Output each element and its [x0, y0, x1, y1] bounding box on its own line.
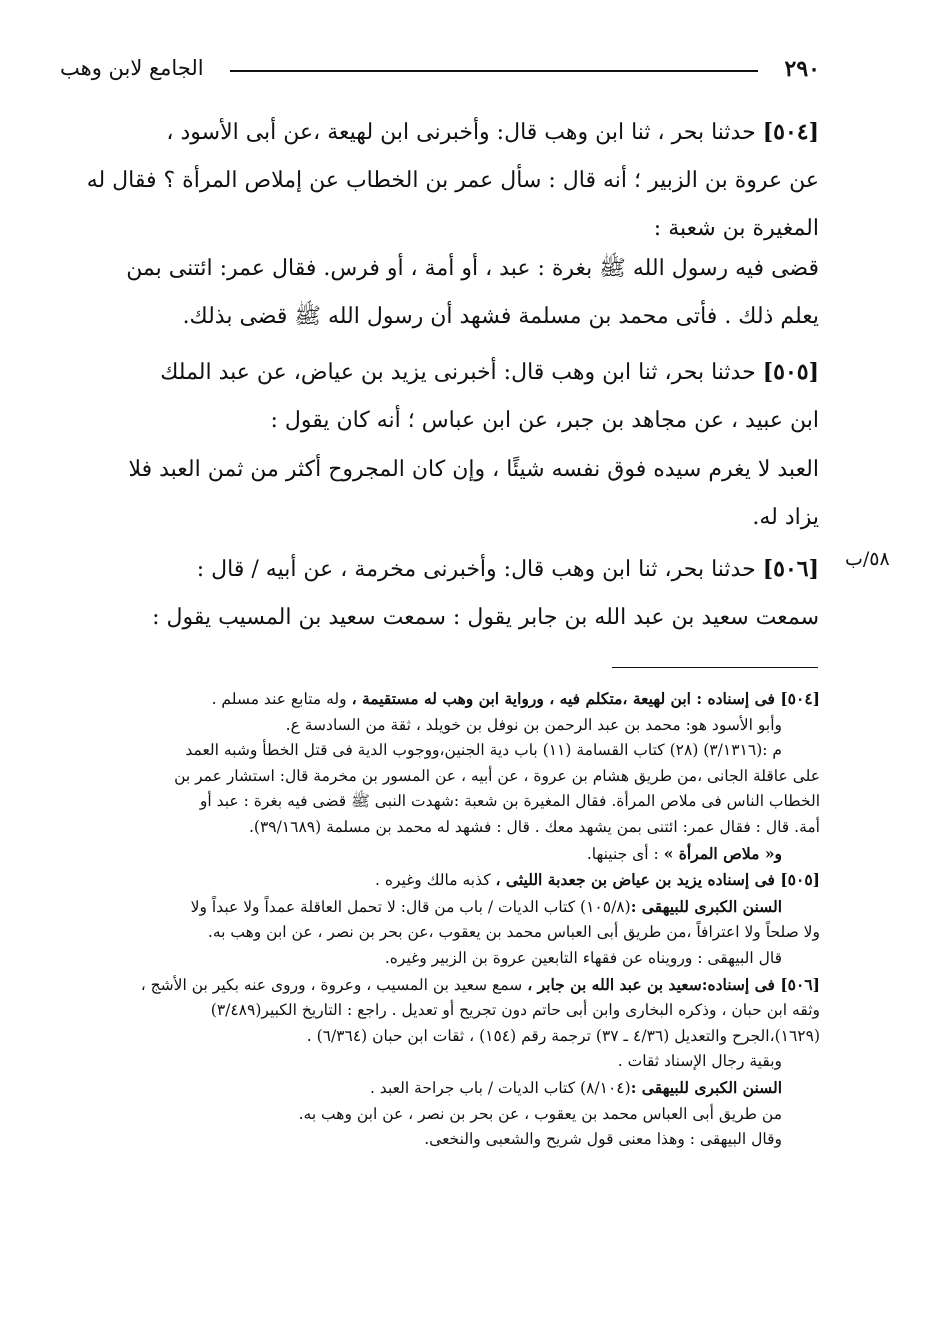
hadith-506-isnad — [62, 545, 819, 642]
text-line — [62, 108, 819, 157]
hadith-number: [٥٠٦] — [762, 556, 819, 582]
text-span: [٥٠٤] فى إسناده : ابن لهيعة ،متكلم فيه ، ورواية ابن وهب له مستقيمة ، — [351, 689, 820, 708]
text-line: قضى فيه رسول الله ﷺ بغرة : عبد ، أو أمة ، أو فرس. فقال عمر: ائتنى بمن — [126, 256, 819, 281]
footnote-line: وأبو الأسود هو: محمد بن عبد الرحمن بن نوفل بن خويلد ، ثقة من السادسة ع. — [285, 715, 782, 734]
text-line: ابن عبيد ، عن مجاهد بن جبر، عن ابن عباس ؛ أنه كان يقول : — [270, 408, 819, 433]
hadith-505-isnad — [62, 348, 819, 445]
footnote-line — [64, 1075, 820, 1102]
text-span: : أى جنينها. — [586, 844, 664, 863]
text-span: حدثنا بحر ، ثنا ابن وهب قال: وأخبرنى ابن لهيعة ،عن أبى الأسود ، — [166, 120, 756, 145]
footnote-line: الخطاب الناس فى ملاص المرأة. فقال المغيرة بن شعبة :شهدت النبى ﷺ قضى فيه بغرة : عبد أو — [199, 792, 820, 811]
text-span: السنن الكبرى للبيهقى : — [630, 1077, 782, 1097]
footnote-line: وبقية رجال الإسناد ثقات . — [617, 1052, 782, 1071]
text-line: يعلم ذلك . فأتى محمد بن مسلمة فشهد أن رسول الله ﷺ قضى بذلك. — [182, 304, 819, 329]
header-rule — [230, 70, 758, 72]
footnote-line: ولا صلحاً ولا اعترافاً ،من طريق أبى العباس محمد بن يعقوب ،عن بحر بن نصر ، عن ابن وهب به. — [207, 923, 820, 942]
footnotes — [64, 686, 820, 1153]
footnote-line: م :(٣/١٣١٦) (٢٨) كتاب القسامة (١١) باب دية الجنين،ووجوب الدية فى قتل الخطأ وشبه العمد — [185, 741, 782, 760]
footnote-line: من طريق أبى العباس محمد بن يعقوب ، عن بحر بن نصر ، عن ابن وهب به. — [298, 1104, 782, 1123]
text-line: العبد لا يغرم سيده فوق نفسه شيئًا ، وإن كان المجروح أكثر من ثمن العبد فلا — [128, 457, 819, 482]
text-span: سمع سعيد بن المسيب ، وعروة ، وروى عنه بكير بن الأشج ، — [140, 975, 528, 994]
footnote-506-head — [64, 972, 820, 999]
manuscript-folio-marker: ٥٨/ب — [845, 548, 890, 570]
hadith-number: [٥٠٤] — [762, 119, 819, 145]
text-span: (١٠٥/٨) كتاب الديات / باب من قال: لا تحمل العاقلة عمداً ولا عبداً ولا — [190, 897, 631, 916]
hadith-504-matn — [62, 245, 819, 341]
footnote-line: على عاقلة الجانى ،من طريق هشام بن عروة ، عن أبيه ، عن المسور بن مخرمة قال: استشار عمر بن — [174, 766, 820, 785]
footnote-line: وقال البيهقى : وهذا معنى قول شريح والشعبى والنخعى. — [424, 1130, 782, 1149]
footnote-505-head — [64, 867, 820, 894]
footnote-line — [64, 894, 820, 921]
text-line: سمعت سعيد بن عبد الله بن جابر يقول : سمعت سعيد بن المسيب يقول : — [152, 605, 819, 630]
text-span: حدثنا بحر، ثنا ابن وهب قال: وأخبرنى مخرمة ، عن أبيه / قال : — [196, 557, 756, 582]
footnote-504-head — [64, 686, 820, 713]
footnote-separator — [612, 667, 818, 668]
text-span: كذبه مالك وغيره . — [375, 871, 496, 890]
page-header — [60, 56, 820, 96]
footnote-line: أمة. قال : فقال عمر: ائتنى بمن يشهد معك . قال : فشهد له محمد بن مسلمة (٣٩/١٦٨٩). — [248, 817, 820, 836]
footnote-line — [64, 841, 820, 868]
hadith-number: [٥٠٥] — [762, 359, 819, 385]
text-line: يزاد له. — [752, 505, 819, 530]
page-number: ٢٩٠ — [784, 56, 820, 82]
footnote-line: قال البيهقى : ورويناه عن فقهاء التابعين عروة بن الزبير وغيره. — [384, 948, 782, 967]
text-line — [62, 545, 819, 594]
text-line: عن عروة بن الزبير ؛ أنه قال : سأل عمر بن الخطاب عن إملاص المرأة ؟ فقال له — [86, 168, 819, 193]
hadith-504-isnad — [62, 108, 819, 253]
text-span: وله متابع عند مسلم . — [211, 690, 352, 708]
text-line: المغيرة بن شعبة : — [653, 216, 819, 241]
text-span: حدثنا بحر، ثنا ابن وهب قال: أخبرنى يزيد بن عياض، عن عبد الملك — [160, 360, 756, 385]
text-span: [٥٠٥] فى إسناده يزيد بن عياض بن جعدبة الليثى ، — [495, 870, 820, 890]
footnote-line: وثقه ابن حبان ، وذكره البخارى وابن أبى حاتم دون تجريح أو تعديل . راجع : التاريخ الكبير(٣/٤٨٩) — [210, 1001, 820, 1020]
text-line — [62, 348, 819, 397]
text-span: (٨/١٠٤) كتاب الديات / باب جراحة العبد . — [369, 1078, 631, 1097]
text-span: [٥٠٦] فى إسناده:سعيد بن عبد الله بن جابر ، — [527, 974, 820, 994]
text-span: السنن الكبرى للبيهقى : — [630, 896, 782, 916]
book-title: الجامع لابن وهب — [60, 56, 204, 80]
footnote-line: (١٦٢٩)،الجرح والتعديل (٤/٣٦ ـ ٣٧) ترجمة رقم (١٥٤) ، ثقات ابن حبان (٦/٣٦٤) . — [306, 1026, 820, 1045]
hadith-505-matn — [62, 446, 819, 542]
text-span: و« ملاص المرأة » — [663, 843, 782, 863]
